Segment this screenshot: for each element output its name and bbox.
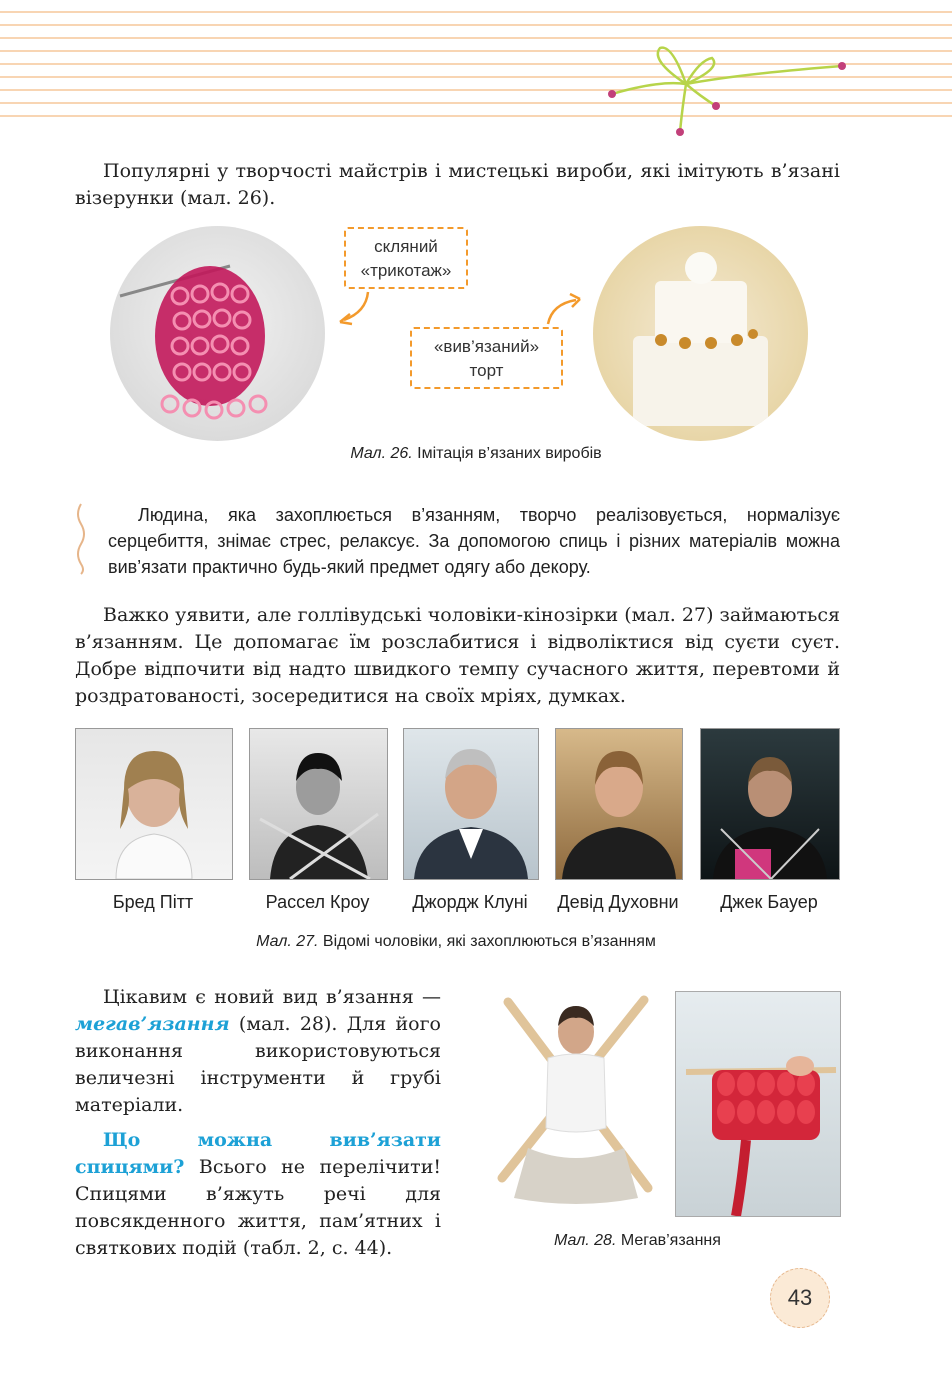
celebrity-photo-1 [75,728,233,880]
glass-knitting-image [110,226,325,441]
note-wave-marker-icon [74,502,88,576]
celebrity-photo-5 [700,728,840,880]
megaknitting-term: мегав’язання [75,1013,230,1035]
note-paragraph: Людина, яка захоплюється в’язанням, творчо реалізовується, нормалізує серцебиття, знімає стрес, релаксує. За допомогою спиць і різних матеріалів можна вив’язати практично будь-який предмет одягу або декору. [108,505,840,577]
celebrity-name-5: Джек Бауер [720,892,818,912]
megaknitting-red-image [675,991,841,1217]
knitting-question-answer: Всього не перелічити! Спицями в’яжуть речі для повсякденного життя, пам’ятних і святкових подій (табл. 2, с. 44). [75,1156,441,1259]
figure-27-text: Відомі чоловіки, які захоплюються в’язанням [318,933,656,950]
figure-26-caption [0,445,952,463]
arrow-to-cake-icon [540,290,590,330]
figure-26-text: Імітація в’язаних виробів [412,445,602,462]
megaknitting-paragraph [75,984,441,1119]
knitting-question: Що можна вив’язати спицями? [75,1129,441,1178]
celebrity-photo-4 [555,728,683,880]
megaknitting-man-image [488,988,664,1210]
figure-26-label: Мал. 26. [350,445,413,462]
celebrities-paragraph: Важко уявити, але голлівудські чоловіки-кінозірки (мал. 27) займаються в’язанням. Це допомагає їм розслабитися і відволіктися від суєти суєт. Добре відпочити від надто швидкого темпу сучасного життя, перевтоми й роздратованості, зосередитися на своїх мріях, думках. [75,604,841,707]
celebrity-photo-2 [249,728,388,880]
arrow-to-glass-icon [330,290,390,330]
celebrity-name-1: Бред Пітт [112,892,194,912]
header-lines-decoration [0,0,952,140]
glass-knitwear-callout: скляний «трикотаж» [344,227,468,289]
page-number: 43 [770,1268,830,1328]
figure-27-label: Мал. 27. [256,933,319,950]
megaknitting-text-before: Цікавим є новий вид в’язання — [103,986,441,1008]
figure-28-text: Мегав’язання [616,1232,721,1249]
figure-27-caption [0,933,912,951]
knitted-cake-callout: «вив’язаний» торт [410,327,563,389]
knitted-cake-image [593,226,808,441]
figure-28-label: Мал. 28. [554,1232,617,1249]
figure-28-caption [554,1232,721,1250]
megaknitting-text-after: (мал. 28). Для його виконання використовуються величезні інструменти й грубі матеріали. [75,1013,441,1116]
knitting-question-paragraph [75,1127,441,1262]
intro-paragraph: Популярні у творчості майстрів і мистецькі вироби, які імітують в’язані візерунки (мал. 26). [75,160,840,209]
celebrity-name-3: Джордж Клуні [412,892,528,912]
celebrity-name-2: Рассел Кроу [265,892,370,912]
celebrity-name-4: Девід Духовни [557,892,679,912]
celebrity-photo-3 [403,728,539,880]
